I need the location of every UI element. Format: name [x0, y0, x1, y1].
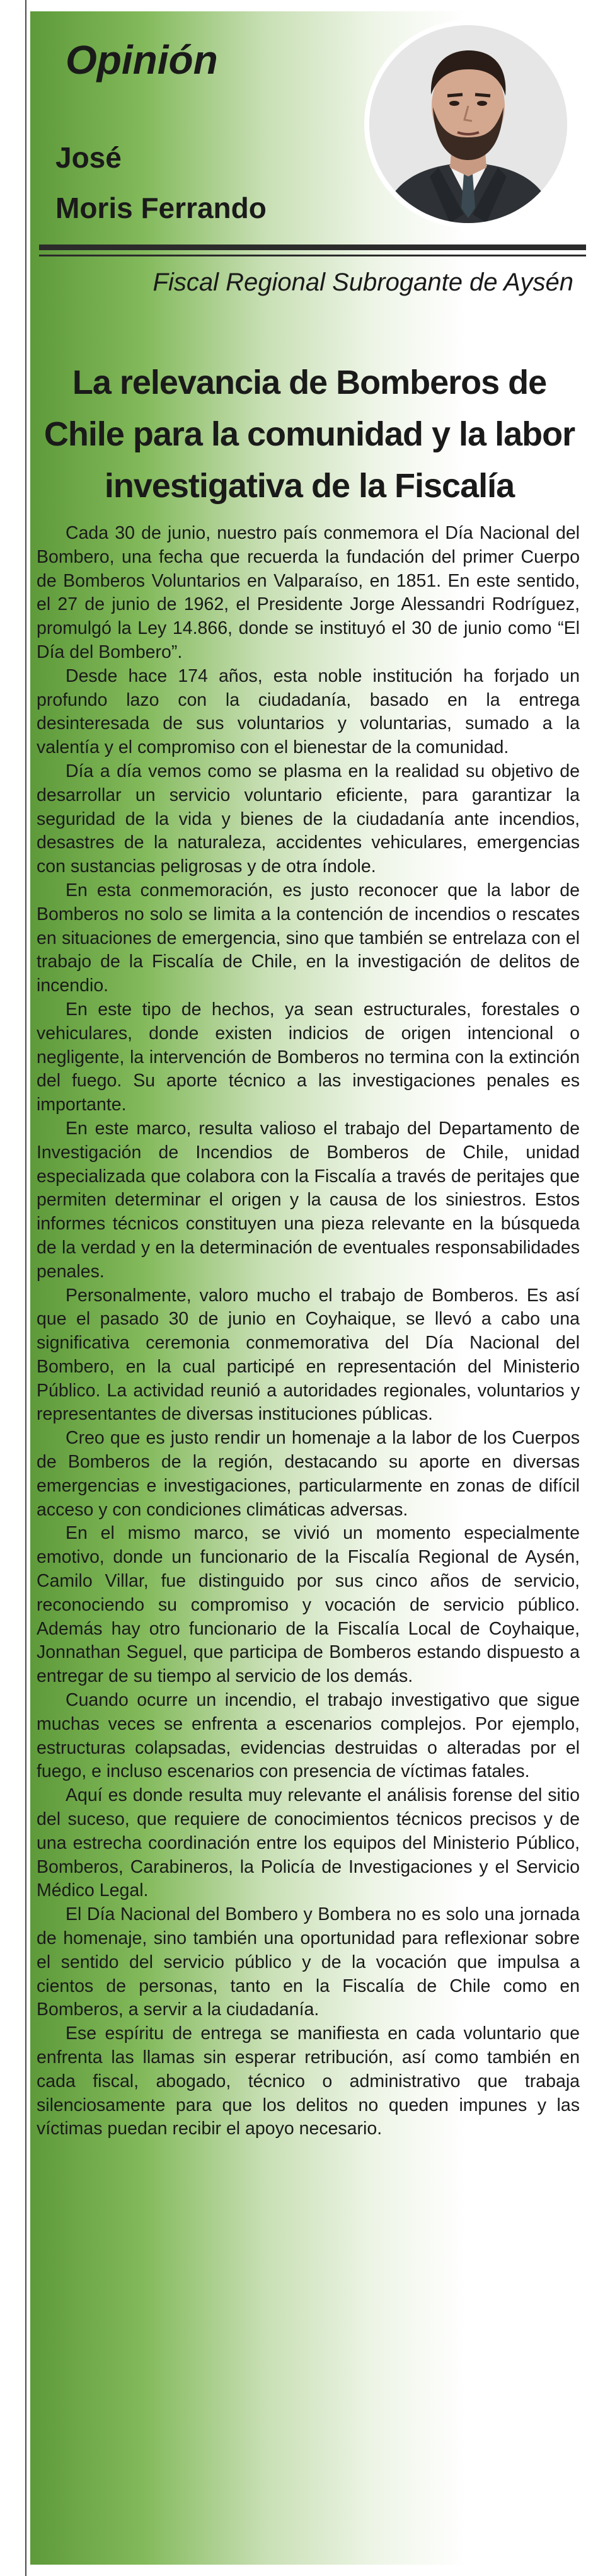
article-paragraph: Día a día vemos como se plasma en la realidad su objetivo de desarrollar un servicio voluntario eficiente, para garantizar la seguridad de la vida y bienes de la ciudadanía ante incendios, desastres de la naturaleza, accidentes vehiculares, emergencias con sustancias peligrosas y de otra índole.: [37, 761, 580, 877]
article-paragraph: Desde hace 174 años, esta noble institución ha forjado un profundo lazo con la ciudadanía, basado en la entrega desinteresada de sus voluntarios y voluntarias, sumado a la valentía y el compromiso con el bienestar de la comunidad.: [37, 665, 580, 758]
column-rule: [25, 0, 26, 2576]
author-portrait: [364, 20, 572, 228]
section-label: Opinión: [66, 37, 218, 83]
author-last-name: Moris Ferrando: [55, 192, 267, 224]
article-body: [37, 522, 580, 2141]
article-paragraph: Cuando ocurre un incendio, el trabajo investigativo que sigue muchas veces se enfrenta a escenarios complejos. Por ejemplo, estructuras colapsadas, evidencias destruidas o alteradas por el fuego, e incluso escenarios con presencia de víctimas fatales.: [37, 1690, 580, 1782]
article-paragraph: Creo que es justo rendir un homenaje a la labor de los Cuerpos de Bomberos de la región, destacando su aporte en diversas emergencias e investigaciones, particularmente en zonas de difícil acceso y con condiciones climáticas adversas.: [37, 1428, 580, 1520]
article-paragraph: Ese espíritu de entrega se manifiesta en cada voluntario que enfrenta las llamas sin esperar retribución, así como también en cada fiscal, abogado, técnico o administrativo que trabaja silenciosamente para que los delitos no queden impunes y las víctimas puedan recibir el apoyo necesario.: [37, 2023, 580, 2139]
article-paragraph: En el mismo marco, se vivió un momento especialmente emotivo, donde un funcionario de la Fiscalía Regional de Aysén, Camilo Villar, fue distinguido por sus cinco años de servicio, reconociendo su compromiso y vocación de servicio público. Además hay otro funcionario de la Fiscalía Local de Coyhaique, Jonnathan Seguel, que participa de Bomberos estando dispuesto a entregar de su tiempo al servicio de los demás.: [37, 1523, 580, 1687]
author-role: Fiscal Regional Subrogante de Aysén: [152, 268, 573, 296]
article-headline: La relevancia de Bomberos de Chile para la comunidad y la labor investigativa de la Fiscalía: [43, 364, 575, 505]
article-paragraph: El Día Nacional del Bombero y Bombera no es solo una jornada de homenaje, sino también una oportunidad para reflexionar sobre el sentido del servicio público y de la vocación que impulsa a cientos de personas, tanto en la Fiscalía de Chile como en Bomberos, a servir a la ciudadanía.: [37, 1904, 580, 2020]
article-paragraph: Cada 30 de junio, nuestro país conmemora el Día Nacional del Bombero, una fecha que recuerda la fundación del primer Cuerpo de Bomberos Voluntarios en Valparaíso, en 1851. En este sentido, el 27 de junio de 1962, el Presidente Jorge Alessandri Rodríguez, promulgó la Ley 14.866, donde se instituyó el 30 de junio como “El Día del Bombero”.: [37, 523, 580, 662]
article-paragraph: En este tipo de hechos, ya sean estructurales, forestales o vehiculares, donde existen indicios de origen intencional o negligente, la intervención de Bomberos no termina con la extinción del fuego. Su aporte técnico a las investigaciones penales es importante.: [37, 999, 580, 1115]
author-portrait-illustration: [369, 25, 567, 223]
article-paragraph: Aquí es donde resulta muy relevante el análisis forense del sitio del suceso, que requiere de conocimientos técnicos precisos y de una estrecha coordinación entre los equipos del Ministerio Público, Bomberos, Carabineros, la Policía de Investigaciones y el Servicio Médico Legal.: [37, 1785, 580, 1901]
author-first-name: José: [55, 141, 122, 174]
article-paragraph: En esta conmemoración, es justo reconocer que la labor de Bomberos no solo se limita a la contención de incendios o rescates en situaciones de emergencia, sino que también se entrelaza con el trabajo de la Fiscalía de Chile, en la investigación de delitos de incendio.: [37, 880, 580, 996]
article-paragraph: En este marco, resulta valioso el trabajo del Departamento de Investigación de Incendios de Bomberos de Chile, unidad especializada que colabora con la Fiscalía a través de peritajes que permiten determinar el origen y la causa de los siniestros. Estos informes técnicos constituyen una pieza relevante en la búsqueda de la verdad y en la determinación de eventuales responsabilidades penales.: [37, 1118, 580, 1282]
header-rule-thin: [39, 255, 586, 256]
header-rule-thick: [39, 244, 586, 250]
opinion-column: [30, 11, 589, 2565]
article-paragraph: Personalmente, valoro mucho el trabajo de Bomberos. Es así que el pasado 30 de junio en Coyhaique, se llevó a cabo una significativa ceremonia conmemorativa del Día Nacional del Bombero, en la cual participé en representación del Ministerio Público. La actividad reunió a autoridades regionales, voluntarios y representantes de diversas instituciones públicas.: [37, 1285, 580, 1425]
